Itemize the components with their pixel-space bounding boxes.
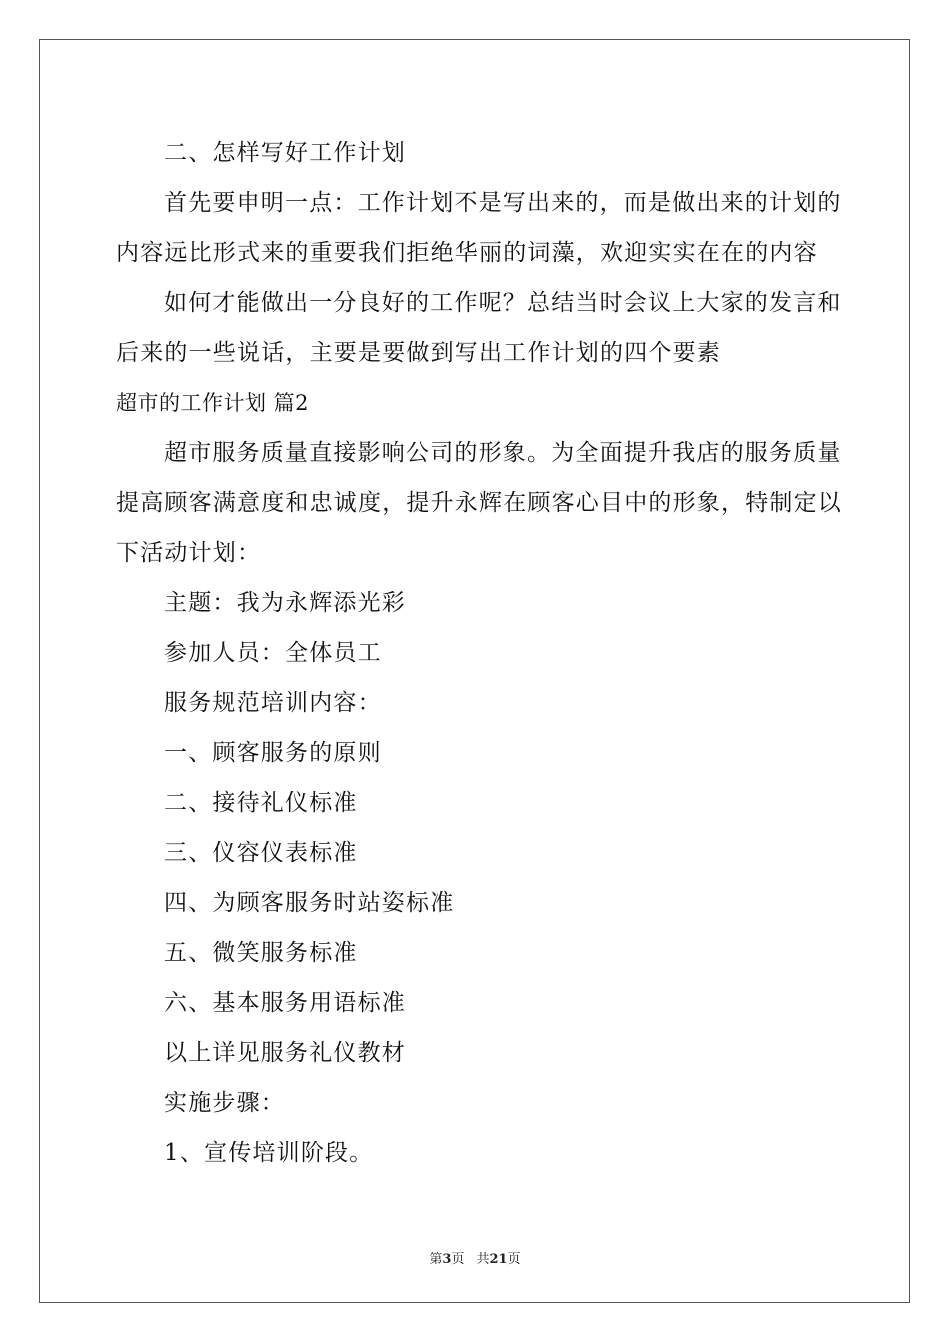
paragraph-line: 内容远比形式来的重要我们拒绝华丽的词藻，欢迎实实在在的内容 [116, 240, 818, 266]
list-item: 四、为顾客服务时站姿标准 [164, 890, 455, 916]
list-item: 三、仪容仪表标准 [164, 840, 358, 866]
paragraph-line: 超市服务质量直接影响公司的形象。为全面提升我店的服务质量 [164, 440, 842, 466]
training-content-heading: 服务规范培训内容： [164, 690, 382, 716]
article-title: 超市的工作计划 篇2 [116, 391, 310, 415]
reference-note: 以上详见服务礼仪教材 [164, 1040, 406, 1066]
paragraph-line: 后来的一些说话，主要是要做到写出工作计划的四个要素 [116, 340, 721, 366]
page-suffix: 页 [451, 1252, 465, 1267]
paragraph-line: 如何才能做出一分良好的工作呢？总结当时会议上大家的发言和 [164, 290, 842, 316]
section-heading: 二、怎样写好工作计划 [164, 140, 406, 166]
participants-line: 参加人员：全体员工 [164, 640, 382, 666]
paragraph-line: 下活动计划： [116, 540, 262, 566]
paragraph-line: 首先要申明一点：工作计划不是写出来的，而是做出来的计划的 [164, 190, 842, 216]
total-suffix: 页 [507, 1252, 521, 1267]
step-item: 1、宣传培训阶段。 [164, 1140, 374, 1166]
paragraph-line: 提高顾客满意度和忠诚度，提升永辉在顾客心目中的形象，特制定以 [116, 490, 842, 516]
page-prefix: 第 [429, 1252, 443, 1267]
list-item: 一、顾客服务的原则 [164, 740, 382, 766]
list-item: 五、微笑服务标准 [164, 940, 358, 966]
total-prefix: 共 [476, 1252, 490, 1267]
document-body [116, 128, 842, 1178]
total-pages-number: 21 [489, 1252, 508, 1267]
current-page-number: 3 [442, 1252, 452, 1267]
theme-line: 主题：我为永辉添光彩 [164, 590, 406, 616]
page-footer [0, 1248, 950, 1267]
list-item: 六、基本服务用语标准 [164, 990, 406, 1016]
steps-heading: 实施步骤： [164, 1090, 285, 1116]
list-item: 二、接待礼仪标准 [164, 790, 358, 816]
